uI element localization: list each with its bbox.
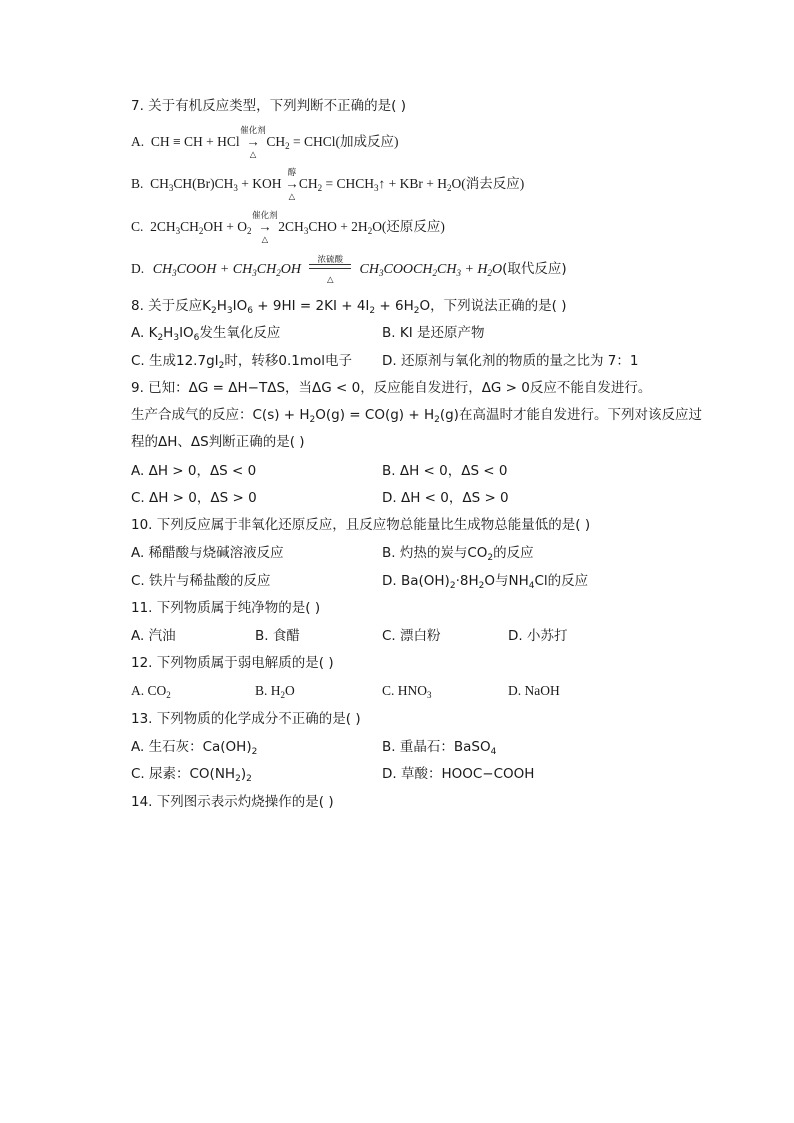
question-9-option-d: D. ΔH < 0，ΔS > 0	[382, 490, 509, 506]
question-11-option-a: A. 汽油	[131, 628, 176, 644]
reaction-arrow: 催化剂 → △	[252, 210, 278, 244]
question-7-option-b: B. $CH_3CH(Br)CH_3$ + KOH 醇 → △ $CH_2$ = $CHCH_3↑$ + KBr + $H_2O$(消去反应)	[131, 167, 525, 201]
question-10-stem: 10. 下列反应属于非氧化还原反应，且反应物总能量比生成物总能量低的是( )	[131, 517, 591, 533]
question-12-stem: 12. 下列物质属于弱电解质的是( )	[131, 655, 334, 671]
question-11-option-d: D. 小苏打	[508, 628, 568, 644]
question-9-line-3: 程的ΔH、ΔS判断正确的是( )	[131, 434, 305, 450]
question-7-stem: 7. 关于有机反应类型，下列判断不正确的是( )	[131, 98, 406, 114]
question-13-stem: 13. 下列物质的化学成分不正确的是( )	[131, 711, 361, 727]
question-7-option-d: D. $CH_3COOH + CH_3CH_2OH$ 浓硫酸 △ $CH_3COOCH_2CH_3 + H_2O$(取代反应)	[131, 255, 567, 285]
question-10-option-a: A. 稀醋酸与烧碱溶液反应	[131, 545, 284, 561]
equilibrium-arrow: 浓硫酸 △	[309, 260, 351, 274]
question-12-option-a: A. $CO_2$	[131, 683, 171, 700]
question-9-line-2: 生产合成气的反应：$C(s) + H_2O(g) = CO(g) + H_2(g)$在高温时才能自发进行。下列对该反应过	[131, 407, 702, 425]
question-8-option-d: D. 还原剂与氧化剂的物质的量之比为 7：1	[382, 353, 639, 369]
question-7-option-a: A. CH ≡ CH + HCl 催化剂 → △ $CH_2$ = CHCl(加成反应)	[131, 125, 399, 159]
question-10-option-b: B. 灼热的炭与$CO_2$的反应	[382, 545, 534, 563]
question-8-option-a: A. $K_2H_3IO_6$发生氧化反应	[131, 325, 281, 343]
question-9-option-b: B. ΔH < 0，ΔS < 0	[382, 463, 508, 479]
question-12-option-d: D. NaOH	[508, 683, 560, 698]
question-8-stem: 8. 关于反应$K_2H_3IO_6 + 9HI = 2KI + 4I_2 + 6H_2O$，下列说法正确的是( )	[131, 298, 567, 316]
question-8-option-c: C. 生成$12.7gI_2$时，转移0.1mol电子	[131, 353, 352, 371]
reaction-arrow: 醇 → △	[285, 167, 299, 201]
question-12-option-c: C. $HNO_3$	[382, 683, 432, 700]
question-13-option-d: D. 草酸：HOOC−COOH	[382, 766, 535, 782]
question-9-option-c: C. ΔH > 0，ΔS > 0	[131, 490, 257, 506]
question-10-option-d: D. $Ba(OH)_2\cdot 8H_2O$与$NH_4Cl$的反应	[382, 573, 589, 591]
question-11-stem: 11. 下列物质属于纯净物的是( )	[131, 600, 321, 616]
question-13-option-c: C. 尿素：$CO(NH_2)_2$	[131, 766, 252, 784]
question-9-option-a: A. ΔH > 0，ΔS < 0	[131, 463, 257, 479]
question-13-option-b: B. 重晶石：BaSO$_4$	[382, 739, 497, 757]
question-11-option-c: C. 漂白粉	[382, 628, 441, 644]
question-8-option-b: B. KI 是还原产物	[382, 325, 485, 341]
question-14-stem: 14. 下列图示表示灼烧操作的是( )	[131, 794, 334, 810]
reaction-arrow: 催化剂 → △	[240, 125, 266, 159]
question-10-option-c: C. 铁片与稀盐酸的反应	[131, 573, 271, 589]
question-13-option-a: A. 生石灰：$Ca(OH)_2$	[131, 739, 258, 757]
question-9-line-1: 9. 已知：ΔG = ΔH−TΔS，当ΔG < 0，反应能自发进行，ΔG > 0反应不能自发进行。	[131, 380, 652, 396]
question-12-option-b: B. $H_2O$	[255, 683, 295, 700]
question-7-option-c: C. $2CH_3CH_2OH + O_2$ 催化剂 → △ $2CH_3CHO + 2H_2O$(还原反应)	[131, 210, 445, 244]
question-11-option-b: B. 食醋	[255, 628, 300, 644]
